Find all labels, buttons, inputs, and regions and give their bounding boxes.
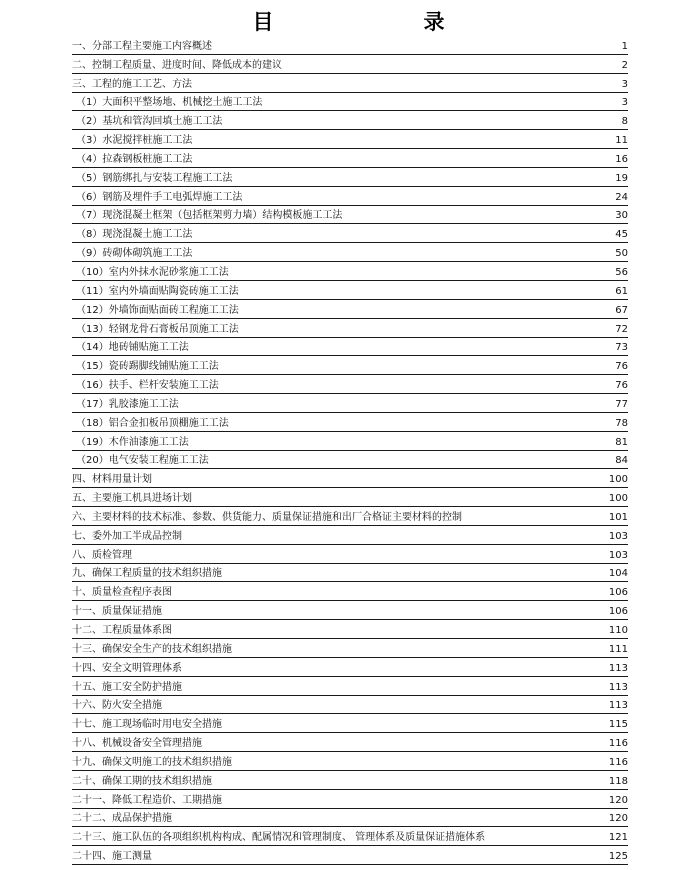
toc-entry-label: 四、材料用量计划 xyxy=(72,474,152,486)
toc-entry-page-number: 24 xyxy=(615,191,628,203)
toc-entry-page-number: 110 xyxy=(608,625,628,636)
toc-entry[interactable] xyxy=(72,564,628,583)
toc-entry-label: （16）扶手、栏杆安装施工工法 xyxy=(76,380,219,392)
toc-entry[interactable] xyxy=(72,714,628,733)
toc-entry[interactable] xyxy=(72,752,628,771)
toc-entry-label: 十二、工程质量体系图 xyxy=(72,625,172,636)
toc-entry[interactable] xyxy=(72,790,628,809)
toc-entry-label: 二十三、施工队伍的各项组织机构构成、配属情况和管理制度、 管理体系及质量保证措施体系 xyxy=(72,832,486,844)
toc-entry[interactable] xyxy=(72,375,628,394)
toc-entry[interactable] xyxy=(72,451,628,470)
toc-entry-label: （6）钢筋及埋件手工电弧焊施工工法 xyxy=(76,191,243,203)
toc-entry-page-number: 3 xyxy=(621,97,628,109)
toc-entry-page-number: 101 xyxy=(608,511,628,523)
toc-entry-page-number: 113 xyxy=(608,662,628,674)
toc-entry-label: 二、控制工程质量、进度时间、降低成本的建议 xyxy=(72,59,282,71)
toc-entry[interactable] xyxy=(72,262,628,281)
toc-entry-label: 二十四、施工测量 xyxy=(72,851,152,863)
toc-entry-label: （15）瓷砖踢脚线铺贴施工工法 xyxy=(76,361,219,373)
toc-entry-label: 十、质量检查程序表图 xyxy=(72,587,172,599)
toc-entry-page-number: 118 xyxy=(608,775,628,787)
toc-entry[interactable] xyxy=(72,827,628,846)
toc-entry-label: （1）大面积平整场地、机械挖土施工工法 xyxy=(76,97,263,109)
toc-entry-label: 二十一、降低工程造价、工期措施 xyxy=(72,794,222,806)
toc-entry[interactable] xyxy=(72,771,628,790)
toc-entry[interactable] xyxy=(72,187,628,206)
toc-entry[interactable] xyxy=(72,149,628,168)
toc-entry-label: （18）铝合金扣板吊顶棚施工工法 xyxy=(76,417,229,429)
toc-entry[interactable] xyxy=(72,696,628,715)
toc-entry[interactable] xyxy=(72,243,628,262)
toc-entry-page-number: 120 xyxy=(608,794,628,806)
toc-entry[interactable] xyxy=(72,507,628,526)
toc-entry-page-number: 113 xyxy=(608,700,628,712)
toc-entry-label: （14）地砖铺贴施工工法 xyxy=(76,342,189,354)
toc-entry-label: （2）基坑和管沟回填土施工工法 xyxy=(76,116,223,128)
toc-entry[interactable] xyxy=(72,281,628,300)
toc-entry-label: 十八、机械设备安全管理措施 xyxy=(72,738,202,750)
toc-entry-page-number: 1 xyxy=(621,40,628,52)
toc-entry-label: 八、质检管理 xyxy=(72,549,132,561)
toc-entry-page-number: 67 xyxy=(615,304,628,316)
toc-entry-label: 十六、防火安全措施 xyxy=(72,700,162,712)
page-title: 目 录 xyxy=(252,10,481,34)
toc-entry[interactable] xyxy=(72,545,628,564)
toc-entry-page-number: 16 xyxy=(615,153,628,165)
toc-entry[interactable] xyxy=(72,432,628,451)
toc-entry-page-number: 76 xyxy=(615,380,628,392)
toc-entry-label: 九、确保工程质量的技术组织措施 xyxy=(72,568,222,580)
toc-entry[interactable] xyxy=(72,488,628,507)
toc-entry-page-number: 121 xyxy=(608,832,628,844)
toc-entry-page-number: 2 xyxy=(621,59,628,71)
toc-entry-page-number: 72 xyxy=(615,323,628,335)
toc-entry[interactable] xyxy=(72,658,628,677)
toc-entry-page-number: 61 xyxy=(615,285,628,297)
toc-entry-label: （11）室内外墙面贴陶瓷砖施工工法 xyxy=(76,285,239,297)
toc-entry-page-number: 77 xyxy=(615,398,628,410)
toc-entry-page-number: 84 xyxy=(615,455,628,467)
toc-entry-label: （5）钢筋绑扎与安装工程施工工法 xyxy=(76,172,233,184)
toc-entry[interactable] xyxy=(72,319,628,338)
toc-entry[interactable] xyxy=(72,846,628,865)
toc-entry-label: 十九、确保文明施工的技术组织措施 xyxy=(72,756,232,768)
toc-entry-label: 三、工程的施工工艺、方法 xyxy=(72,78,192,90)
toc-entry-page-number: 81 xyxy=(615,436,628,448)
toc-entry[interactable] xyxy=(72,356,628,375)
table-of-contents xyxy=(72,36,628,865)
toc-entry-page-number: 56 xyxy=(615,266,628,278)
toc-entry[interactable] xyxy=(72,338,628,357)
toc-entry[interactable] xyxy=(72,300,628,319)
toc-entry[interactable] xyxy=(72,620,628,639)
toc-entry-page-number: 106 xyxy=(608,587,628,599)
toc-entry-page-number: 113 xyxy=(608,681,628,693)
toc-entry-label: （19）木作油漆施工工法 xyxy=(76,436,189,448)
toc-entry[interactable] xyxy=(72,582,628,601)
toc-entry-page-number: 11 xyxy=(615,135,628,147)
toc-entry[interactable] xyxy=(72,601,628,620)
toc-entry[interactable] xyxy=(72,394,628,413)
toc-entry-label: 十七、施工现场临时用电安全措施 xyxy=(72,719,222,731)
toc-entry[interactable] xyxy=(72,36,628,55)
toc-entry-page-number: 115 xyxy=(608,719,628,731)
toc-entry-page-number: 116 xyxy=(608,756,628,768)
toc-entry-page-number: 116 xyxy=(608,738,628,750)
toc-entry-page-number: 111 xyxy=(608,643,628,655)
toc-entry-label: 六、主要材料的技术标准、参数、供货能力、质量保证措施和出厂合格证主要材料的控制 xyxy=(72,511,462,523)
toc-entry[interactable] xyxy=(72,413,628,432)
toc-entry-page-number: 103 xyxy=(608,549,628,561)
toc-entry-page-number: 78 xyxy=(615,417,628,429)
toc-entry-label: （17）乳胶漆施工工法 xyxy=(76,398,179,410)
toc-entry-page-number: 3 xyxy=(621,78,628,90)
toc-entry-page-number: 104 xyxy=(608,568,628,580)
toc-entry-page-number: 103 xyxy=(608,530,628,542)
toc-entry[interactable] xyxy=(72,809,628,828)
toc-entry-label: 十五、施工安全防护措施 xyxy=(72,681,182,693)
toc-entry-label: （10）室内外抹水泥砂浆施工工法 xyxy=(76,266,229,278)
toc-entry[interactable] xyxy=(72,469,628,488)
toc-entry[interactable] xyxy=(72,93,628,112)
toc-entry[interactable] xyxy=(72,168,628,187)
toc-entry-page-number: 100 xyxy=(608,474,628,486)
toc-entry-page-number: 8 xyxy=(621,116,628,128)
toc-entry-label: 十一、质量保证措施 xyxy=(72,606,162,618)
toc-entry-label: 十四、安全文明管理体系 xyxy=(72,662,182,674)
toc-entry-page-number: 45 xyxy=(615,229,628,241)
toc-entry[interactable] xyxy=(72,111,628,130)
toc-entry[interactable] xyxy=(72,526,628,545)
toc-entry-page-number: 50 xyxy=(615,248,628,260)
toc-entry-page-number: 76 xyxy=(615,361,628,373)
toc-entry-page-number: 30 xyxy=(615,210,628,222)
toc-entry[interactable] xyxy=(72,224,628,243)
toc-entry[interactable] xyxy=(72,733,628,752)
toc-entry[interactable] xyxy=(72,130,628,149)
toc-entry-label: 二十二、成品保护措施 xyxy=(72,813,172,825)
toc-entry[interactable] xyxy=(72,74,628,93)
toc-entry-label: （3）水泥搅拌桩施工工法 xyxy=(76,135,193,147)
toc-entry-label: （20）电气安装工程施工工法 xyxy=(76,455,209,467)
toc-entry-page-number: 73 xyxy=(615,342,628,354)
toc-entry-label: （9）砖砌体砌筑施工工法 xyxy=(76,248,193,260)
toc-entry-page-number: 100 xyxy=(608,493,628,505)
toc-entry-label: 二十、确保工期的技术组织措施 xyxy=(72,775,212,787)
toc-entry-label: （13）轻钢龙骨石膏板吊顶施工工法 xyxy=(76,323,239,335)
toc-entry-label: （12）外墙饰面贴面砖工程施工工法 xyxy=(76,304,239,316)
toc-entry-page-number: 120 xyxy=(608,813,628,825)
toc-entry-label: 七、委外加工半成品控制 xyxy=(72,530,182,542)
toc-entry-page-number: 19 xyxy=(615,172,628,184)
toc-entry[interactable] xyxy=(72,639,628,658)
toc-entry-page-number: 125 xyxy=(608,851,628,863)
toc-entry[interactable] xyxy=(72,677,628,696)
toc-entry-label: 五、主要施工机具进场计划 xyxy=(72,493,192,505)
toc-entry[interactable] xyxy=(72,55,628,74)
toc-entry[interactable] xyxy=(72,206,628,225)
toc-entry-label: （8）现浇混凝土施工工法 xyxy=(76,229,193,241)
toc-entry-page-number: 106 xyxy=(608,606,628,618)
toc-entry-label: 十三、确保安全生产的技术组织措施 xyxy=(72,643,232,655)
toc-entry-label: （4）拉森钢板桩施工工法 xyxy=(76,153,193,165)
toc-entry-label: 一、分部工程主要施工内容概述 xyxy=(72,40,212,52)
toc-entry-label: （7）现浇混凝土框架（包括框架剪力墙）结构模板施工工法 xyxy=(76,210,343,222)
